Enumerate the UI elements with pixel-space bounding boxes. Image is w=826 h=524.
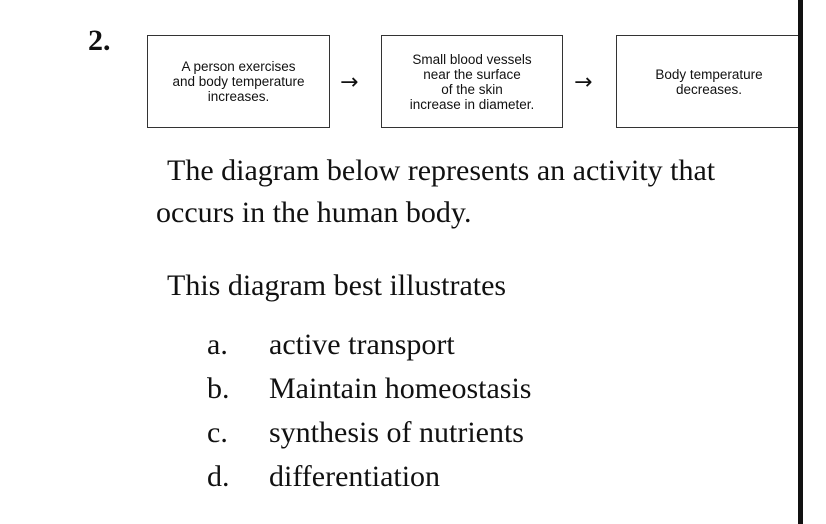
- choice-text: differentiation: [269, 460, 441, 493]
- flow-box-exercise-line: and body temperature: [172, 74, 305, 89]
- question-stem-line: The diagram below represents an activity that: [167, 154, 716, 187]
- flow-box-exercise: [147, 35, 330, 128]
- choice-letter: d.: [207, 460, 230, 493]
- question-stem: [156, 150, 801, 234]
- choice-letter: c.: [207, 416, 228, 449]
- flow-box-blood-vessels-line: increase in diameter.: [409, 96, 535, 112]
- flow-box-blood-vessels-line: Small blood vessels: [412, 51, 532, 67]
- choice-text: synthesis of nutrients: [269, 416, 524, 449]
- flow-box-blood-vessels-line: near the surface: [423, 66, 521, 82]
- choice-text: active transport: [269, 328, 455, 361]
- flow-box-temperature-line: decreases.: [675, 81, 743, 97]
- flow-box-exercise-line: increases.: [207, 89, 270, 104]
- flow-box-blood-vessels-line: of the skin: [441, 81, 503, 97]
- answer-choices: [207, 323, 531, 499]
- choice-letter: b.: [207, 372, 230, 405]
- page-edge-divider: [798, 0, 803, 524]
- question-number: 2.: [88, 24, 111, 57]
- flow-box-blood-vessels: [381, 35, 563, 128]
- answer-choice-c[interactable]: [207, 411, 531, 455]
- answer-choice-b[interactable]: [207, 367, 531, 411]
- choice-letter: a.: [207, 328, 228, 361]
- answer-choice-a[interactable]: [207, 323, 531, 367]
- answer-choice-d[interactable]: [207, 455, 531, 499]
- question-prompt: This diagram best illustrates: [167, 269, 507, 302]
- right-arrow-icon: →: [340, 70, 359, 95]
- question-stem-line: occurs in the human body.: [156, 196, 472, 229]
- right-arrow-icon: →: [574, 70, 593, 95]
- flow-box-temperature-line: Body temperature: [655, 66, 763, 82]
- flow-box-temperature-decreases: [616, 35, 802, 128]
- choice-text: Maintain homeostasis: [269, 372, 532, 405]
- flow-box-exercise-line: A person exercises: [181, 59, 296, 74]
